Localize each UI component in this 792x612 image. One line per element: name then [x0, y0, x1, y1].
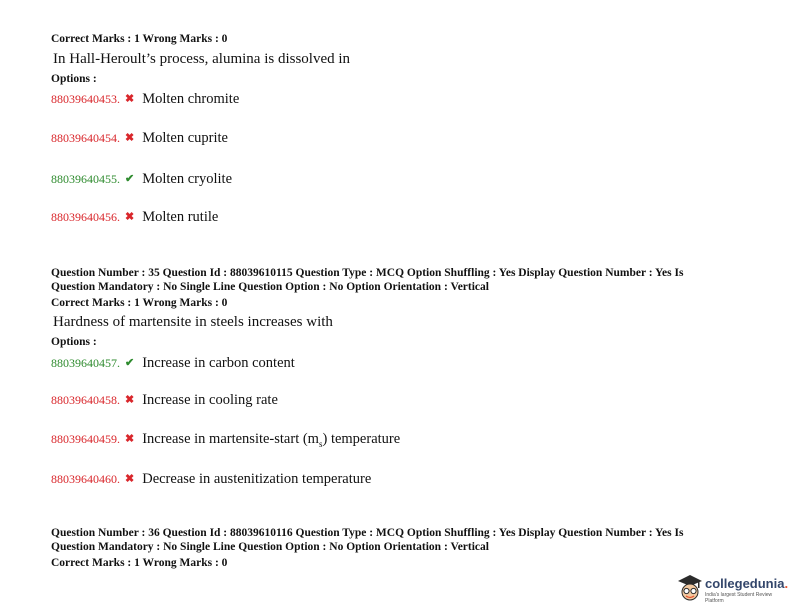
option-id: 88039640453. [51, 92, 120, 106]
check-mark-icon: ✔ [125, 357, 135, 369]
q36-header-line-1: Question Number : 36 Question Id : 88039610116 Question Type : MCQ Option Shuffling : Yes Display Question Number : Yes Is [51, 527, 684, 539]
cross-mark-icon: ✖ [125, 132, 135, 144]
q35-option-4 [51, 470, 371, 488]
option-text: Increase in martensite-start $(m_s)$ temperature [142, 431, 401, 449]
cross-mark-icon: ✖ [125, 93, 135, 105]
cross-mark-icon: ✖ [125, 473, 135, 485]
q34-options-label: Options : [51, 73, 97, 85]
q35-options-label: Options : [51, 336, 97, 348]
option-text: Molten cryolite [142, 171, 233, 187]
option-text: Increase in cooling rate [142, 392, 278, 408]
collegedunia-logo [676, 573, 790, 607]
check-mark-icon: ✔ [125, 173, 135, 185]
option-text: Molten chromite [142, 91, 240, 107]
q35-option-2 [51, 391, 278, 409]
logo-wordmark: collegedunia. [705, 576, 789, 591]
q35-header-line-2: Question Mandatory : No Single Line Question Option : No Option Orientation : Vertical [51, 281, 489, 293]
q34-option-4 [51, 208, 218, 226]
option-id: 88039640455. [51, 172, 120, 186]
q34-question-text: In Hall-Heroult’s process, alumina is dissolved in [53, 51, 351, 67]
option-id: 88039640454. [51, 131, 120, 145]
q35-header-line-1: Question Number : 35 Question Id : 88039610115 Question Type : MCQ Option Shuffling : Yes Display Question Number : Yes Is [51, 267, 684, 279]
cross-mark-icon: ✖ [125, 433, 135, 445]
option-text: Molten rutile [142, 209, 219, 225]
option-text: Decrease in austenitization temperature [142, 471, 372, 487]
q35-marks: Correct Marks : 1 Wrong Marks : 0 [51, 297, 228, 309]
option-id: 88039640460. [51, 472, 120, 486]
option-id: 88039640458. [51, 393, 120, 407]
cross-mark-icon: ✖ [125, 394, 135, 406]
q34-option-3 [51, 170, 232, 188]
option-text: Increase in carbon content [142, 355, 295, 371]
option-id: 88039640457. [51, 356, 120, 370]
option-id: 88039640456. [51, 210, 120, 224]
q36-marks: Correct Marks : 1 Wrong Marks : 0 [51, 557, 228, 569]
logo-tagline: India's largest Student Review Platform [705, 592, 773, 604]
q35-question-text: Hardness of martensite in steels increases with [53, 314, 333, 330]
q34-marks: Correct Marks : 1 Wrong Marks : 0 [51, 33, 228, 45]
q35-option-1 [51, 354, 295, 372]
mascot-icon [676, 573, 704, 605]
q35-option-3 [51, 430, 400, 449]
q36-header-line-2: Question Mandatory : No Single Line Question Option : No Option Orientation : Vertical [51, 541, 489, 553]
q34-option-2 [51, 129, 228, 147]
q34-option-1 [51, 90, 239, 108]
option-text: Molten cuprite [142, 130, 228, 146]
option-id: 88039640459. [51, 432, 120, 446]
cross-mark-icon: ✖ [125, 211, 135, 223]
